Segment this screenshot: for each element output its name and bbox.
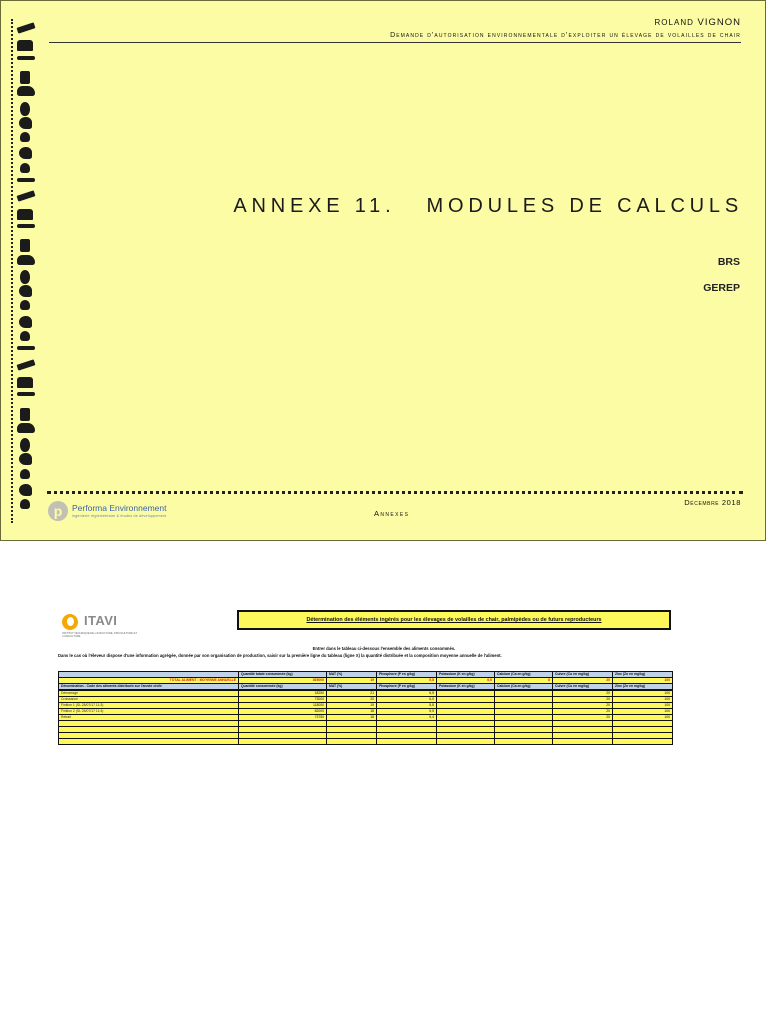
bird-icon (20, 331, 30, 341)
bird-icon (19, 285, 32, 297)
table-cell[interactable] (59, 739, 239, 745)
document-date: Décembre 2018 (684, 498, 741, 507)
subtitle-brs: BRS (717, 256, 740, 268)
table-cell[interactable]: Calcium (Ca en g/kg) (495, 672, 553, 678)
drop-icon (20, 438, 30, 452)
document-title: Demande d'autorisation environnementale d'exploiter un élevage de volailles de chair (390, 32, 741, 39)
table-cell[interactable]: 20 (553, 715, 613, 721)
itavi-logo (62, 612, 146, 642)
table-cell[interactable] (495, 739, 553, 745)
table-cell[interactable]: Phosphore (P en g/kg) (377, 672, 437, 678)
drop-icon (20, 102, 30, 116)
table-cell[interactable] (377, 739, 437, 745)
performa-logo (48, 501, 166, 523)
itavi-sun-icon (62, 614, 78, 630)
table-cell[interactable]: MAT (%) (327, 684, 377, 691)
table-cell[interactable] (613, 739, 673, 745)
subtitle-gerep: GEREP (703, 282, 740, 294)
table-row (59, 739, 673, 745)
chick-icon (19, 316, 32, 328)
table-cell[interactable]: 100 (613, 703, 673, 709)
wheat-icon (17, 22, 36, 33)
table-cell[interactable]: Quantité consommée (kg) (239, 684, 327, 691)
table-cell[interactable]: 20 (553, 690, 613, 697)
table-cell[interactable] (553, 739, 613, 745)
footer-section-label: Annexes (374, 509, 410, 518)
ear-icon (17, 56, 35, 60)
table-cell[interactable]: 6,6 (437, 678, 495, 684)
table-cell[interactable]: 73000 (239, 697, 327, 703)
table-cell[interactable]: 100 (613, 690, 673, 697)
hen-icon (20, 300, 30, 310)
cow-icon (17, 377, 33, 388)
table-cell[interactable]: 20 (327, 697, 377, 703)
table-cell[interactable]: 5,4 (377, 715, 437, 721)
table-cell[interactable]: Dénomination - Code des aliments distribués sur l'année civile (59, 684, 239, 691)
ear-icon (17, 224, 35, 228)
table-cell[interactable]: Cuivre (Cu en mg/kg) (553, 684, 613, 691)
table-cell[interactable]: Zinc (Zn en mg/kg) (613, 684, 673, 691)
table-cell[interactable]: 5,5 (377, 709, 437, 715)
hen-icon (20, 132, 30, 142)
cow-icon (17, 209, 33, 220)
table-cell[interactable]: 100 (613, 709, 673, 715)
table-cell[interactable]: Potassium (K en g/kg) (437, 672, 495, 678)
instruction-line-1: Entrer dans le tableau ci-dessous l'ensemble des aliments consommés. (312, 646, 456, 651)
table-cell[interactable]: 100 (613, 715, 673, 721)
barrel-icon (20, 239, 30, 252)
ear-icon (17, 392, 35, 396)
hen-icon (20, 469, 30, 479)
performa-badge-icon: p (48, 501, 68, 521)
header-rule (49, 42, 741, 43)
table-cell[interactable]: 21 (327, 690, 377, 697)
feed-table (58, 671, 673, 745)
table-cell[interactable]: 73750 (239, 715, 327, 721)
table-cell[interactable]: 365000 (239, 678, 327, 684)
table-cell[interactable]: Croissance (59, 697, 239, 703)
table-cell[interactable]: Zinc (Zn en mg/kg) (613, 672, 673, 678)
footer-dotted-rule (47, 491, 743, 494)
barrel-icon (20, 408, 30, 421)
performa-tagline: ingénierie réglementaire & études de développement (72, 514, 167, 518)
table-cell[interactable]: 82000 (239, 709, 327, 715)
chick-icon (19, 484, 32, 496)
table-cell[interactable]: 5,8 (377, 678, 437, 684)
table-cell[interactable]: 8 (495, 678, 553, 684)
wheat-icon (17, 359, 36, 370)
table-cell[interactable]: Finition 1 (SL 28/07/17 11:3) (59, 703, 239, 709)
table-cell[interactable]: Démarrage (59, 690, 239, 697)
barrel-icon (20, 71, 30, 84)
table-cell[interactable]: Cuivre (Cu en mg/kg) (553, 672, 613, 678)
table-cell[interactable]: 6,5 (377, 690, 437, 697)
table-cell[interactable]: 20 (553, 697, 613, 703)
instruction-line-2: Dans le cas où l'éleveur dispose d'une information agrégée, donnée par son organisation de production, saisir sur la première ligne du tableau (ligne X) la quantité distribuée et la composition moyenne annuelle de l'aliment. (58, 653, 502, 658)
pig-icon (17, 255, 35, 265)
bird-icon (20, 163, 30, 173)
table-cell[interactable]: 18250 (239, 690, 327, 697)
table-cell[interactable]: 19 (327, 703, 377, 709)
bird-icon (20, 499, 30, 509)
table-cell[interactable] (327, 739, 377, 745)
bird-icon (19, 453, 32, 465)
annex-title: ANNEXE 11. MODULES DE CALCULS (233, 195, 743, 217)
fish-icon (17, 346, 35, 350)
table-cell[interactable]: 5,8 (377, 703, 437, 709)
table-cell[interactable]: 118000 (239, 703, 327, 709)
fish-icon (17, 178, 35, 182)
table-cell[interactable]: Retrait (59, 715, 239, 721)
table-cell[interactable]: 20 (553, 678, 613, 684)
table-cell[interactable]: 18 (327, 715, 377, 721)
table-cell[interactable]: 20 (553, 709, 613, 715)
chick-icon (19, 147, 32, 159)
table-cell[interactable]: 100 (613, 678, 673, 684)
pig-icon (17, 423, 35, 433)
table-cell[interactable] (239, 739, 327, 745)
side-icon-strip (11, 19, 39, 523)
drop-icon (20, 270, 30, 284)
table-cell[interactable]: Potassium (K en g/kg) (437, 684, 495, 691)
bird-icon (19, 117, 32, 129)
table-cell[interactable]: TOTAL ALIMENT : MOYENNE ANNUELLE (59, 678, 239, 684)
table-cell[interactable]: 6,0 (377, 697, 437, 703)
table-cell[interactable]: Quantité totale consommée (kg) (239, 672, 327, 678)
table-cell[interactable]: 100 (613, 697, 673, 703)
table-cell[interactable]: Calcium (Ca en g/kg) (495, 684, 553, 691)
table-cell[interactable]: Finition 2 (SL 28/07/17 11:4) (59, 709, 239, 715)
table-cell[interactable]: 19 (327, 678, 377, 684)
cow-icon (17, 40, 33, 51)
table-cell[interactable]: 20 (553, 703, 613, 709)
table-cell[interactable] (437, 739, 495, 745)
itavi-subtitle: INSTITUT TECHNIQUE DE L'AVICULTURE, PISCICULTURE ET CUNICULTURE (62, 632, 137, 638)
performa-name: Performa Environnement (72, 503, 167, 513)
table-cell[interactable]: Phosphore (P en g/kg) (377, 684, 437, 691)
table-cell[interactable]: 18 (327, 709, 377, 715)
table-cell[interactable]: MAT (%) (327, 672, 377, 678)
itavi-name: ITAVI (84, 613, 118, 628)
sheet-title: Détermination des éléments ingérés pour les élevages de volailles de chair, palmipèdes ou de futurs reproducteurs (237, 610, 671, 630)
author-name: ROLAND VIGNON (654, 17, 741, 28)
wheat-icon (17, 191, 36, 202)
pig-icon (17, 86, 35, 96)
